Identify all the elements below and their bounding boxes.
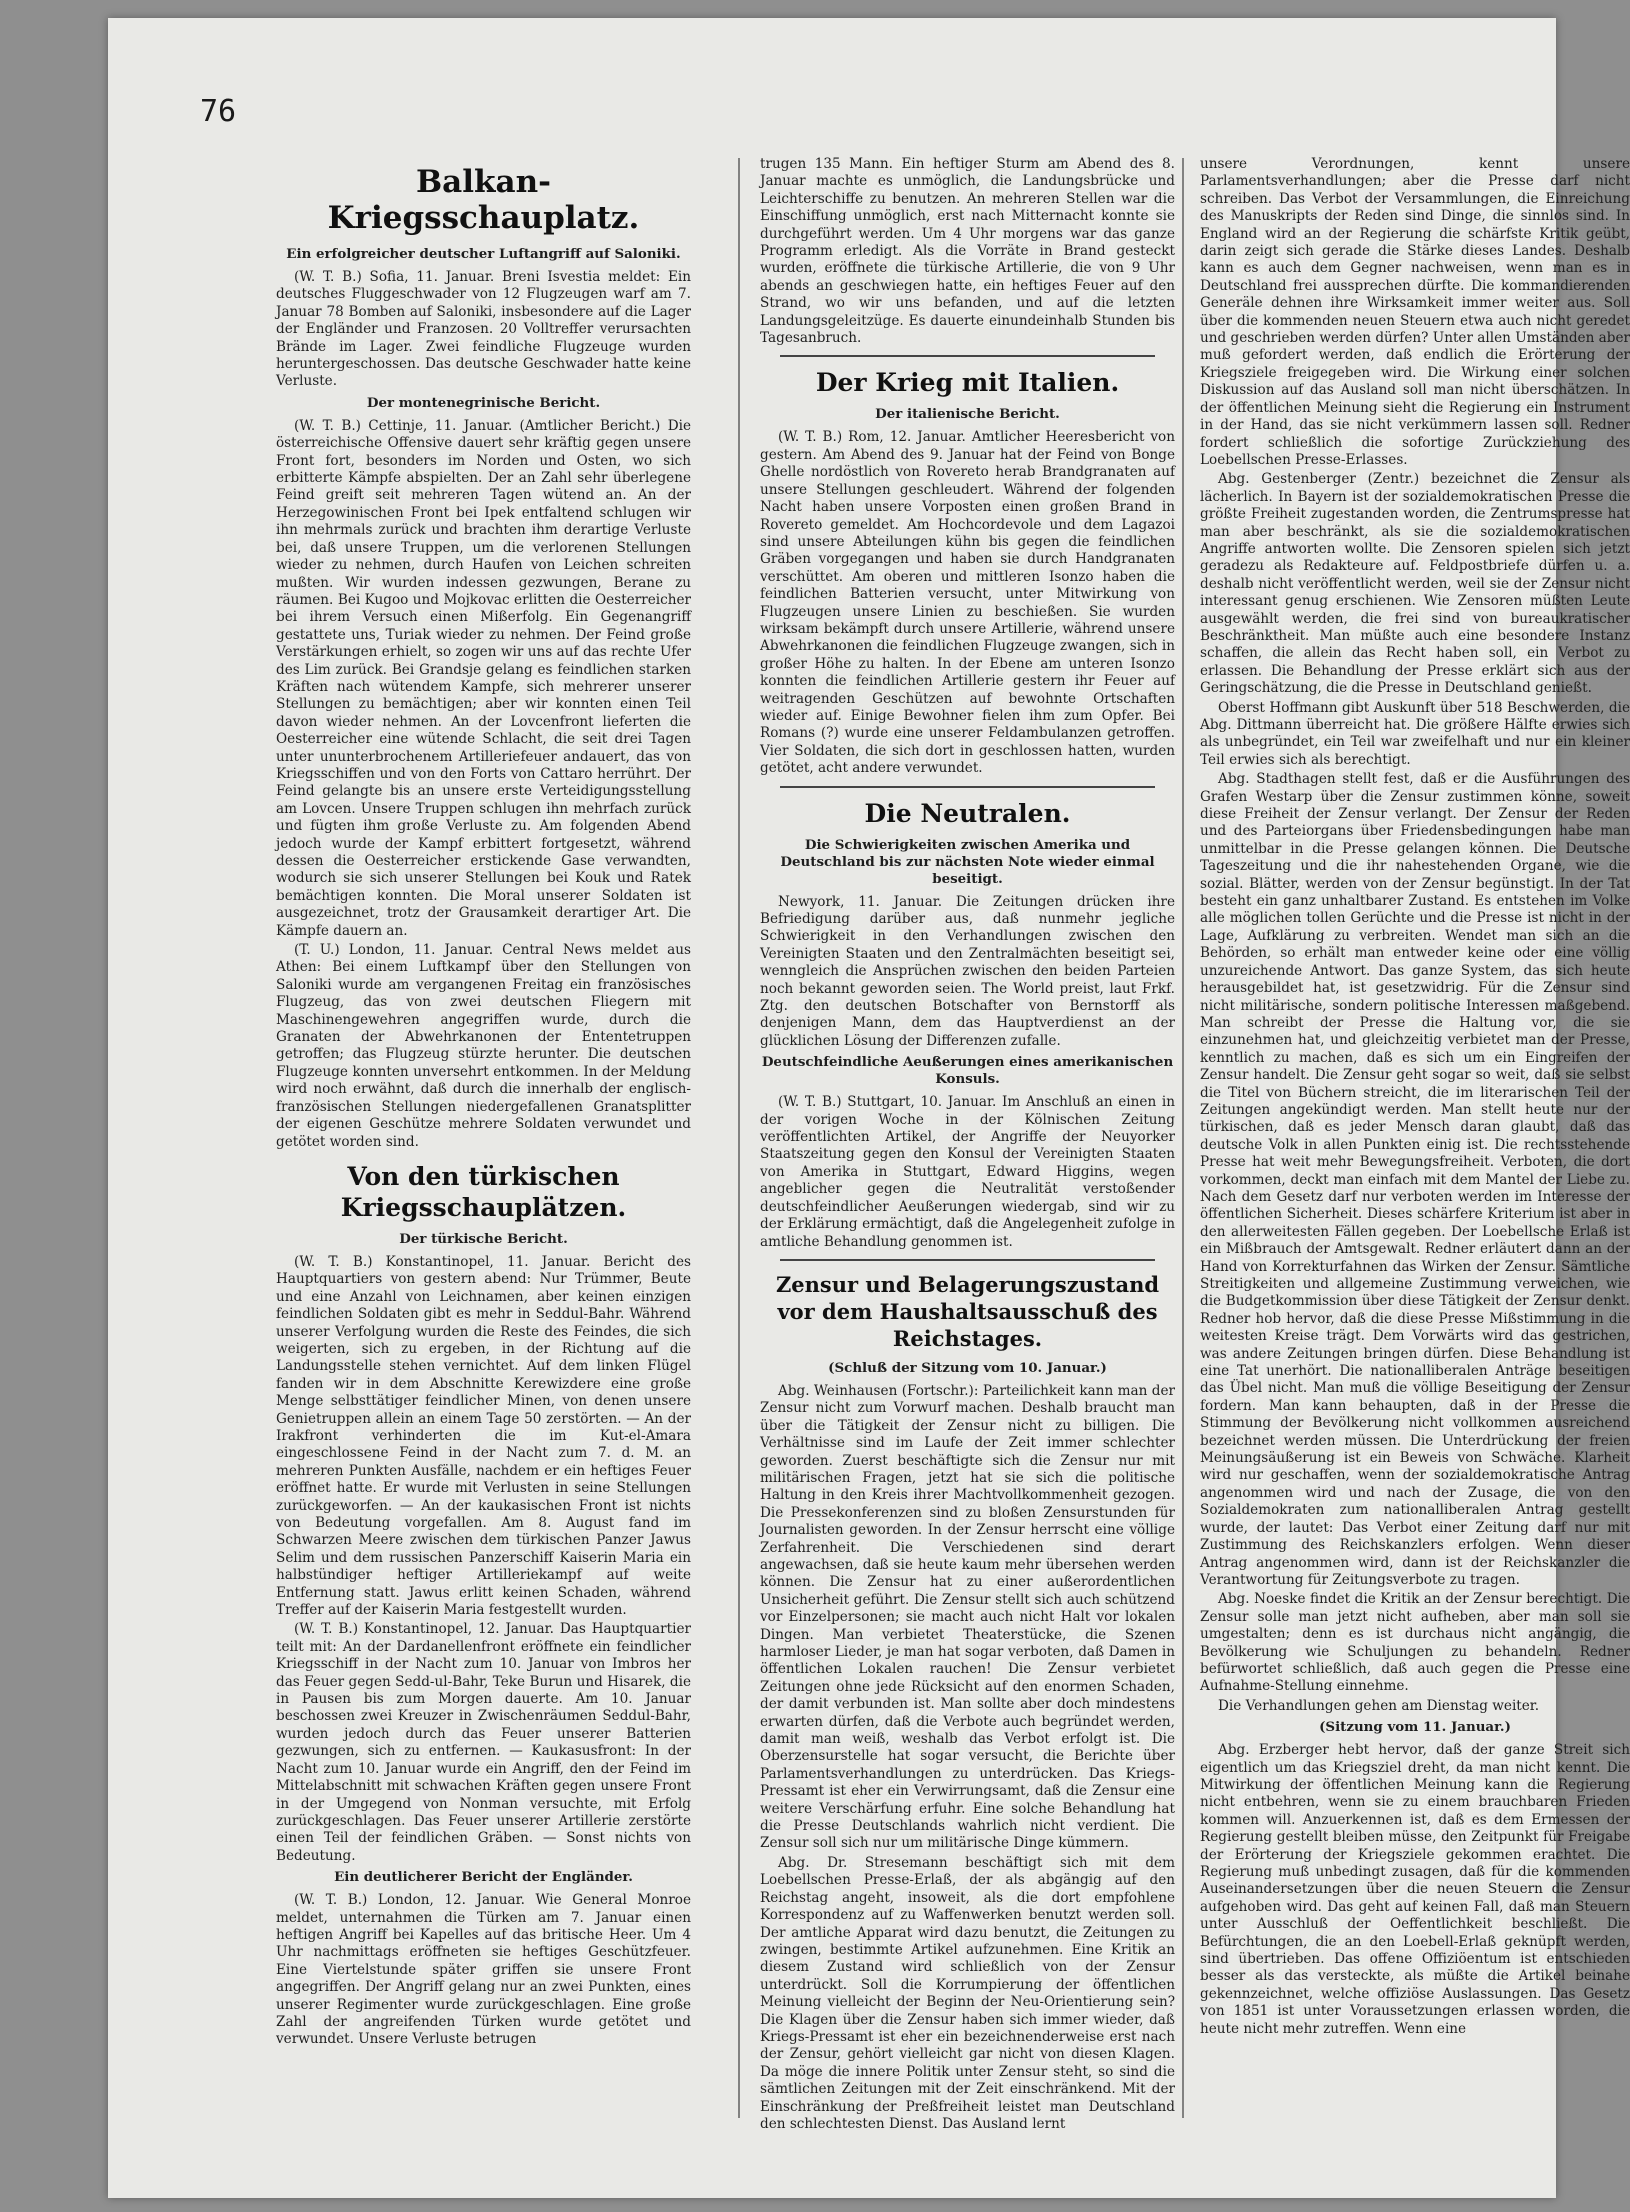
headline-censorship: Zensur und Belagerungszustand vor dem Haushaltsausschuß des Reichstages. [775, 1271, 1160, 1351]
article-paragraph: (W. T. B.) Rom, 12. Januar. Amtlicher Heeresbericht von gestern. Am Abend des 9. Januar hat der Feind von Bonge Ghelle nordöstlich von Rovereto herab Brandgranaten auf unsere Stellungen geschleudert. Während der folgenden Nacht haben unsere Vorposten einen großen Brand in Rovereto gemeldet. Am Hochcordevole und dem Lagazoi sind unsere Abteilungen kühn bis gegen die feindlichen Gräben vorgegangen und haben sie durch Handgranaten verschüttet. Am oberen und mittleren Isonzo haben die feindlichen Batterien versucht, unter Mitwirkung von Flugzeugen unsere Linien zu beschießen. Sie wurden wirksam bekämpft durch unsere Artillerie, während unsere Abwehrkanonen die feindlichen Flugzeuge zwangen, sich in großer Höhe zu halten. In der Ebene am unteren Isonzo konnten die feindlichen Artillerie gestern ihr Feuer auf weitragenden Geschützen auf bewohnte Ortschaften wieder auf. Einige Bewohner fielen ihm zum Opfer. Bei Romans (?) wurde eine unserer Feldambulanzen getroffen. Vier Soldaten, die sich dort in geschlossen hatten, wurden getötet, acht andere verwundet. [760, 429, 1175, 777]
article-paragraph: unsere Verordnungen, kennt unsere Parlamentsverhandlungen; aber die Presse darf nicht schreiben. Das Verbot der Versammlungen, die Einreichung des Manuskripts der Reden sind Dinge, die sinnlos sind. In England wird an der Regierung die schärfste Kritik geübt, darin zeigt sich gerade die Stärke dieses Landes. Deshalb kann es auch dem Gegner nachweisen, wenn man es in Deutschland frei aussprechen dürfte. Die kommandierenden Generäle dehnen ihre Wirksamkeit immer weiter aus. Soll über die kommenden neuen Steuern etwa auch nicht geredet und geschrieben werden dürfen? Unter allen Umständen aber muß gefordert werden, daß endlich die Erörterung der Kriegsziele freigegeben wird. Die Wirkung einer solchen Diskussion auf das Ausland soll man nicht überschätzen. In der öffentlichen Meinung sieht die Regierung ein Instrument in der Hand, das sie nicht verkümmern lassen soll. Redner fordert schließlich die sofortige Zurückziehung des Loebellschen Presse-Erlasses. [1200, 156, 1630, 468]
subhead-saloniki: Ein erfolgreicher deutscher Luftangriff auf Saloniki. [286, 246, 681, 262]
article-paragraph: Abg. Noeske findet die Kritik an der Zensur berechtigt. Die Zensur solle man jetzt nicht aufheben, aber man soll sie umgestalten; denn es ist durchaus nicht angängig, die Bevölkerung wie Schuljungen zu behandeln. Redner befürwortet schließlich, daß auch gegen die Presse eine Aufnahme-Stellung einnehme. [1200, 1591, 1630, 1695]
subhead-america-germany: Die Schwierigkeiten zwischen Amerika und Deutschland bis zur nächsten Note wieder einmal beseitigt. [780, 836, 1155, 887]
subhead-session-11: (Sitzung vom 11. Januar.) [1319, 1719, 1511, 1736]
subhead-consul: Deutschfeindliche Aeußerungen eines amerikanischen Konsuls. [761, 1054, 1174, 1088]
page-number: 76 [200, 94, 237, 129]
column-left [276, 156, 691, 2121]
article-paragraph: Oberst Hoffmann gibt Auskunft über 518 Beschwerden, die Abg. Dittmann überreicht hat. Die größere Hälfte erwies sich als unbegründet, ein Teil war zweifelhaft und nur ein kleiner Teil erwies sich als berechtigt. [1200, 699, 1630, 768]
column-rule [738, 158, 740, 2118]
article-paragraph: Newyork, 11. Januar. Die Zeitungen drücken ihre Befriedigung darüber aus, daß nunmehr jegliche Schwierigkeit in den Verhandlungen zwischen den Vereinigten Staaten und den Zentralmächten beseitigt sei, wenngleich die Ansprüchen zwischen den beiden Parteien noch bekannt geworden seien. The World preist, laut Frkf. Ztg. den deutschen Botschafter von Bernstorff als denjenigen Mann, dem das Hauptverdienst an der glücklichen Lösung der Differenzen zufalle. [760, 893, 1175, 1049]
article-paragraph: Abg. Erzberger hebt hervor, daß der ganze Streit sich eigentlich um das Kriegsziel dreht, da man nicht kennt. Die Mitwirkung der öffentlichen Meinung kann die Regierung nicht entbehren, wenn sie zu einem brauchbaren Frieden kommen will. Anzuerkennen ist, daß es dem Ermessen der Regierung gestellt bleiben müsse, den Zeitpunkt für Freigabe der Erörterung der Kriegsziele gekommen erachtet. Die Regierung muß unbedingt zusagen, daß für die kommenden Auseinandersetzungen über die neuen Steuern die Zensur aufgehoben wird. Das geht auf keinen Fall, daß man Steuern unter Ausschluß der Oeffentlichkeit beschließt. Die Befürchtungen, die an den Loebell-Erlaß geknüpft werden, sind übertrieben. Das offene Offiziöentum ist entschieden besser als das versteckte, als müßte die Artikel beinahe gekennzeichnet, welche offiziöse Auslassungen. Das Gesetz von 1851 ist unter Voraussetzungen erlassen worden, die heute nicht mehr zutreffen. Wenn eine [1200, 1742, 1630, 2037]
article-paragraph: Abg. Dr. Stresemann beschäftigt sich mit dem Loebellschen Presse-Erlaß, der als abgängig auf den Reichstag angeht, insoweit, als die dort empfohlene Korrespondenz auf zu Waffenwerken benutzt werden soll. Der amtliche Apparat wird dazu benutzt, die Zeitungen zu zwingen, bestimmte Artikel aufzunehmen. Eine Kritik an diesem Zustand wird schließlich von der Zensur unterdrückt. Soll die Korrumpierung der öffentlichen Meinung vielleicht der Beginn der Neu-Orientierung sein? Die Klagen über die Zensur haben sich immer wieder, daß Kriegs-Pressamt ist eher ein bezeichnenderweise erst nach der Zensur, gehört vielleicht gar nicht von diesen Klagen. Da möge die innere Politik unter Zensur steht, so sind die sämtlichen Zeitungen mit der Zeit einschränkend. Mit der Einschränkung der Preßfreiheit leistet man Deutschland den schlechtesten Dienst. Das Ausland lernt [760, 1854, 1175, 2132]
article-paragraph: (W. T. B.) Cettinje, 11. Januar. (Amtlicher Bericht.) Die österreichische Offensive dauert sehr kräftig gegen unsere Front fort, besonders im Norden und Osten, wo sich erbitterte Kämpfe abspielten. Der an Zahl sehr überlegene Feind greift seit mehreren Tagen wütend an. An der Herzegowinischen Front bei Ipek entfaltend schlugen wir ihn mehrmals zurück und brachten ihm derartige Verluste bei, daß unsere Truppen, um die verlorenen Stellungen wieder zu nehmen, durch Haufen von Leichen schreiten mußten. Wir wurden indessen gezwungen, Berane zu räumen. Bei Kugoo und Mojkovac erlitten die Oesterreicher bei ihrem Versuch einen Mißerfolg. Ein Gegenangriff gestattete uns, Turiak wieder zu nehmen. Der Feind große Verstärkungen erhielt, so zogen wir uns auf das rechte Ufer des Lim zurück. Bei Grandsje gelang es feindlichen starken Kräften nach wütendem Kampfe, sich mehrerer unserer Stellungen zu bemächtigen; aber wir konnten einen Teil davon wieder nehmen. An der Lovcenfront lieferten die Oesterreicher eine wütende Schlacht, die seit drei Tagen unter ununterbrochenem Artilleriefeuer andauert, das von Kriegsschiffen und von den Forts von Cattaro herrührt. Der Feind gelangte bis an unsere erste Verteidigungsstellung am Lovcen. Unsere Truppen schlugen ihn mehrfach zurück und fügten ihm große Verluste zu. Am folgenden Abend jedoch wurde der Kampf erbittert fortgesetzt, während dessen die Oesterreicher erstickende Gase verwandten, wodurch sie sich unserer Stellungen bei Kouk und Ratek bemächtigen konnten. Die Moral unserer Soldaten ist ausgezeichnet, trotz der Grausamkeit derartiger Art. Die Kämpfe dauern an. [276, 417, 691, 939]
subhead-session-end: (Schluß der Sitzung vom 10. Januar.) [828, 1359, 1107, 1376]
section-divider [780, 786, 1155, 788]
headline-turkish-fronts: Von den türkischen Kriegsschauplätzen. [340, 1161, 627, 1222]
headline-neutrals: Die Neutralen. [864, 798, 1071, 828]
article-paragraph: Abg. Gestenberger (Zentr.) bezeichnet die Zensur als lächerlich. In Bayern ist der sozialdemokratischen Presse die größte Freiheit zugestanden worden, die Zentrumspresse hat man aber beschränkt, als sie die sozialdemokratischen Angriffe antworten wollte. Die Zensoren spielen sich jetzt geradezu als Redakteure auf. Feldpostbriefe dürfen u. a. deshalb nicht veröffentlicht werden, weil sie der Zensur nicht interessant genug erschienen. Wie Zensoren müßten Leute ausgewählt werden, die frei sind von bureaukratischer Beschränktheit. Man müßte auch eine besondere Instanz schaffen, die allein das Recht haben soll, ein Verbot zu erlassen. Die Behandlung der Presse erklärt sich aus der Geringschätzung, die die Presse in Deutschland genießt. [1200, 471, 1630, 697]
subhead-turkish-report: Der türkische Bericht. [399, 1230, 568, 1247]
column-right [1200, 156, 1630, 2121]
section-divider [780, 1259, 1155, 1261]
article-paragraph: (W. T. B.) Konstantinopel, 12. Januar. Das Hauptquartier teilt mit: An der Dardanellenfront eröffnete ein feindlicher Kriegsschiff in der Nacht zum 10. Januar von Imbros her das Feuer gegen Sedd-ul-Bahr, Teke Burun und Hisarek, die in Pausen bis zum Morgen dauerte. Am 10. Januar beschossen zwei Kreuzer in Zwischenräumen Seddul-Bahr, wurden jedoch durch das Feuer unserer Batterien gezwungen, sich zu entfernen. — Kaukasusfront: In der Nacht zum 10. Januar wurde ein Angriff, den der Feind im Mittelabschnitt mit schwachen Kräften gegen unsere Front in der Umgegend von Nonman versuchte, mit Erfolg zurückgeschlagen. Das Feuer unserer Artillerie zerstörte einen Teil der feindlichen Gräben. — Sonst nichts von Bedeutung. [276, 1621, 691, 1864]
column-middle [760, 156, 1175, 2132]
newspaper-page [108, 18, 1630, 2198]
article-paragraph: (W. T. B.) Konstantinopel, 11. Januar. Bericht des Hauptquartiers von gestern abend: Nur Trümmer, Beute und eine Anzahl von Leichnamen, aber keinen einzigen feindlichen Soldaten gibt es mehr in Seddul-Bahr. Während unserer Verfolgung wurden die Reste des Feindes, die sich weigerten, sich zu ergeben, in der Richtung auf die Landungsstelle stehen vernichtet. Auf dem linken Flügel fanden wir in dem Abschnitte Kerewizdere eine große Menge selbsttätiger feindlicher Minen, von denen unsere Genietruppen allein an einem Tage 50 zerstörten. — An der Irakfront verhinderten die im Kut-el-Amara eingeschlossene Feind in der Nacht zum 7. d. M. an mehreren Punkten Ausfälle, nachdem er ein heftiges Feuer eröffnet hatte. Er wurde mit Verlusten in seine Stellungen zurückgeworfen. — An der kaukasischen Front ist nichts von Bedeutung vorgefallen. Am 8. August fand im Schwarzen Meere zwischen dem türkischen Panzer Jawus Selim und dem russischen Panzerschiff Kaiserin Maria ein halbstündiger heftiger Artilleriekampf auf weite Entfernung statt. Jawus erlitt keinen Schaden, während Treffer auf der Kaiserin Maria festgestellt wurden. [276, 1253, 691, 1619]
subhead-montenegro: Der montenegrinische Bericht. [366, 394, 601, 411]
headline-italy: Der Krieg mit Italien. [815, 368, 1120, 398]
article-paragraph: Abg. Weinhausen (Fortschr.): Parteilichkeit kann man der Zensur nicht zum Vorwurf machen. Deshalb braucht man über die Tätigkeit der Zensur nicht zu billigen. Die Verhältnisse sind im Laufe der Zeit immer schlechter geworden. Zuerst beschäftigte sich die Zensur nur mit militärischen Fragen, jetzt hat sie sich die politische Haltung in den Kreis ihrer Machtvollkommenheit gezogen. Die Pressekonferenzen sind zu bloßen Zensurstunden für Journalisten geworden. In der Zensur herrscht eine völlige Zerfahrenheit. Die Verschiedenen sind derart angewachsen, daß sie heute kaum mehr übersehen werden können. Die Zensur hat zu einer außerordentlichen Unsicherheit geführt. Die Zensur stellt sich auch schützend vor Einzelpersonen; sie macht auch nicht Halt vor lokalen Dingen. Man verbietet Theaterstücke, die Szenen harmloser Lieder, je man hat sogar verboten, daß Damen in öffentlichen Lokalen rauchen! Die Zensur verbietet Zeitungen ohne jede Rücksicht auf den enormen Schaden, der damit verbunden ist. Man sollte aber doch mindestens erwarten dürfen, daß die Verbote auch begründet werden, damit man weiß, weshalb das Verbot erfolgt ist. Die Oberzensurstelle hat sogar versucht, die Berichte über Parlamentsverhandlungen zu unterdrücken. Das Kriegs-Pressamt ist eher ein Verwirrungsamt, daß die Zensur eine weitere Verschärfung erfuhr. Eine solche Behandlung hat die Presse Deutschlands wahrlich nicht verdient. Die Zensur soll sich nur um militärische Dinge kümmern. [760, 1382, 1175, 1852]
article-paragraph: (W. T. B.) London, 12. Januar. Wie General Monroe meldet, unternahmen die Türken am 7. Januar einen heftigen Angriff bei Kapelles auf das britische Heer. Um 4 Uhr nachmittags eröffneten sie heftiges Geschützfeuer. Eine Viertelstunde später griffen sie unsere Front angegriffen. Der Angriff gelang nur an zwei Punkten, eines unserer Regimenter wurde zurückgeschlagen. Eine große Zahl der angreifenden Türken wurde getötet und verwundet. Unsere Verluste betrugen [276, 1892, 691, 2048]
article-paragraph: Abg. Stadthagen stellt fest, daß er die Ausführungen des Grafen Westarp über die Zensur zustimmen könne, soweit diese Freiheit der Zensur verlangt. Der Zensur der Reden und des Parteiorgans über Friedensbedingungen habe man unmittelbar in die Presse gelangen können. Die Deutsche Tageszeitung und die ihr nahestehenden Organe, wie die sozial. Blätter, werden von der Zensur begünstigt. In der Tat besteht ein ganz unhaltbarer Zustand. Es entstehen im Volke alle möglichen tollen Gerüchte und die Presse ist nicht in der Lage, Aufklärung zu verbreiten. Wendet man sich an die Behörden, so erhält man entweder keine oder eine völlig unzureichende Antwort. Das ganze System, das sich heute herausgebildet hat, ist gesetzwidrig. Für die Zensur sind nicht militärische, sondern politische Interessen maßgebend. Man schreibt der Presse die Haltung vor, die sie einzunehmen hat, und gleichzeitig verbietet man der Presse, kenntlich zu machen, daß es sich um ein Eingreifen der Zensur handelt. Die Zensur geht sogar so weit, daß sie selbst die Titel von Büchern streicht, die im literarischen Teil der Zeitungen angekündigt werden. Man stellt heute nur der türkischen, daß es jeder Mensch daran glaubt, daß das deutsche Volk in allen Punkten einig ist. Die rechtsstehende Presse hat weit mehr Bewegungsfreiheit. Verboten, die dort vorkommen, deckt man einfach mit dem Mantel der Liebe zu. Nach dem Gesetz darf nur verboten werden im Interesse der öffentlichen Sicherheit. Dieses schärfere Kriterium ist aber in den allerweitesten Fällen gegeben. Der Loebellsche Erlaß ist ein Mißbrauch der Amtsgewalt. Redner erläutert dann an der Hand von Korrekturfahnen das Wirken der Zensur. Sämtliche Streitigkeiten und allgemeine Zustimmung verweichen, wie die Budgetkommission über diese Tätigkeit der Zensur denkt. Redner hob hervor, daß die diese Presse Mißstimmung in die weitesten Kreise trägt. Dem Vorwärts wird das gestrichen, was andere Zeitungen bringen dürfen. Diese Behandlung ist eine Tat unerhört. Die nationalliberalen Anträge beseitigen das Übel nicht. Man muß die völlige Beseitigung der Zensur fordern. Man kann behaupten, daß in der Presse die Stimmung der Bevölkerung nicht vollkommen ausreichend bezeichnet werden müssen. Die Unterdrückung der freien Meinungsäußerung ist ein Beweis von Schwäche. Klarheit wird nur geschaffen, wenn der sozialdemokratische Antrag angenommen wird und nach der Zusage, die von den Sozialdemokraten zum nationalliberalen Antrag gestellt wurde, der lautet: Das Verbot einer Zeitung darf nur mit Zustimmung des Reichskanzlers erfolgen. Wenn dieser Antrag angenommen wird, dann ist der Reichskanzler die Verantwortung für Zeitungsverbote zu tragen. [1200, 771, 1630, 1588]
article-paragraph: (W. T. B.) Sofia, 11. Januar. Breni Isvestia meldet: Ein deutsches Fluggeschwader von 12 Flugzeugen warf am 7. Januar 78 Bomben auf Saloniki, insbesondere auf die Lager der Engländer und Franzosen. 20 Volltreffer verursachten Brände im Lager. Zwei feindliche Flugzeuge wurden heruntergeschossen. Das deutsche Geschwader hatte keine Verluste. [276, 269, 691, 390]
column-rule [1182, 158, 1184, 2118]
article-paragraph: (W. T. B.) Stuttgart, 10. Januar. Im Anschluß an einen in der vorigen Woche in der Kölnischen Zeitung veröffentlichten Artikel, der Angriffe der Neuyorker Staatszeitung gegen den Konsul der Vereinigten Staaten von Amerika in Stuttgart, Edward Higgins, wegen angeblicher gegen die Neutralität verstoßender deutschfeindlicher Aeußerungen wiedergab, sind wir zu der Erklärung ermächtigt, daß die Angelegenheit zufolge in amtliche Behandlung genommen ist. [760, 1094, 1175, 1250]
article-paragraph: trugen 135 Mann. Ein heftiger Sturm am Abend des 8. Januar machte es unmöglich, die Landungsbrücke und Leichterschiffe zu benutzen. An mehreren Stellen war die Einschiffung unmöglich, erst nach Mitternacht konnte sie durchgeführt werden. Um 4 Uhr morgens war das ganze Programm erledigt. Als die Vorräte in Brand gesteckt wurden, eröffnete die türkische Artillerie, die von 9 Uhr abends an geschwiegen hatte, ein heftiges Feuer auf den Strand, wo wir uns befanden, und auf die letzten Landungsgeleitzüge. Es dauerte einundeinhalb Stunden bis Tagesanbruch. [760, 156, 1175, 347]
headline-balkan: Balkan-Kriegsschauplatz. [327, 164, 640, 236]
article-paragraph: (T. U.) London, 11. Januar. Central News meldet aus Athen: Bei einem Luftkampf über den Stellungen von Saloniki wurde am vergangenen Freitag ein französisches Flugzeug, das von zwei deutschen Fliegern mit Maschinengewehren angegriffen wurde, durch die Granaten der Abwehrkanonen der Ententetruppen getroffen; das Flugzeug stürzte herunter. Die deutschen Flugzeuge konnten unversehrt entkommen. In der Meldung wird noch erwähnt, daß durch die innerhalb der englisch-französischen Stellungen niedergefallenen Granatsplitter der eigenen Geschütze mehrere Soldaten verwundet und getötet worden sind. [276, 942, 691, 1150]
subhead-english-report: Ein deutlicherer Bericht der Engländer. [334, 1869, 633, 1886]
subhead-italian-report: Der italienische Bericht. [875, 406, 1060, 423]
article-paragraph: Die Verhandlungen gehen am Dienstag weiter. [1218, 1697, 1540, 1714]
section-divider [780, 355, 1155, 357]
